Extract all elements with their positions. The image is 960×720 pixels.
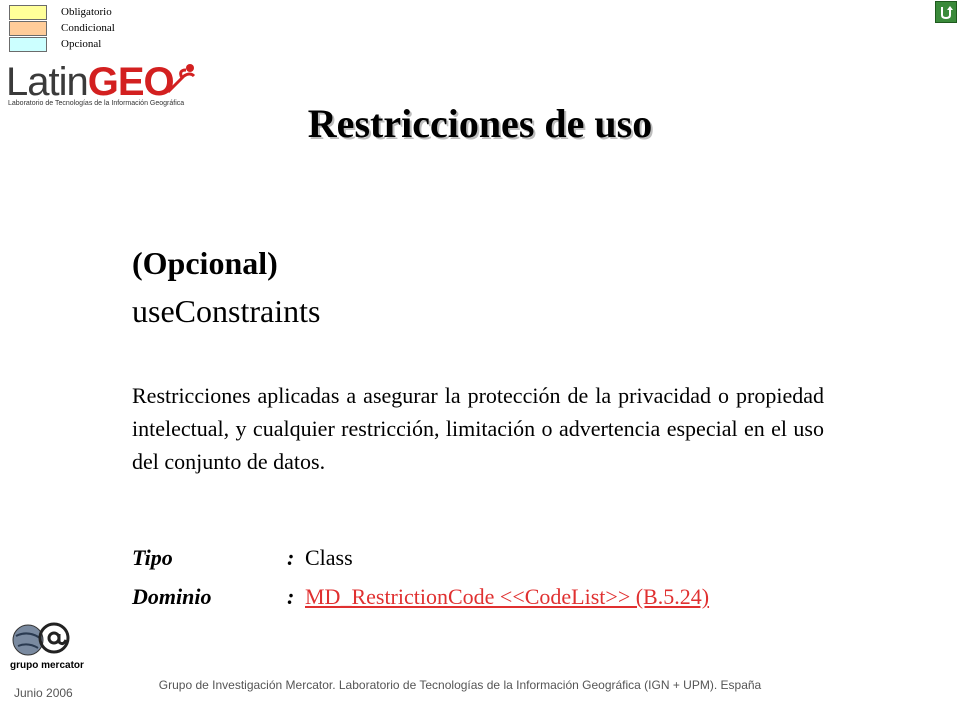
legend-item-opcional (9, 37, 129, 53)
logo-figure-icon (164, 62, 200, 96)
return-arrow-icon (936, 2, 956, 22)
legend-item-obligatorio (9, 5, 129, 21)
tipo-value: Class (305, 545, 353, 570)
tipo-separator: : (287, 545, 295, 570)
at-globe-icon (8, 620, 78, 662)
obligation-text: (Opcional) (132, 245, 278, 281)
mercator-label: grupo mercator (10, 660, 84, 671)
dominio-separator: : (287, 584, 295, 609)
footer-date: Junio 2006 (14, 686, 73, 700)
slide-title: Restricciones de uso (307, 101, 653, 146)
legend-item-condicional (9, 21, 129, 37)
legend-swatch-yellow (9, 5, 47, 20)
logo-o: O (143, 60, 174, 104)
legend-swatch-cyan (9, 37, 47, 52)
legend-label: Opcional (61, 38, 102, 50)
field-name: useConstraints (132, 293, 321, 329)
logo-subtitle: Laboratorio de Tecnologías de la Información Geográfica (8, 100, 185, 107)
tipo-label: Tipo (132, 545, 173, 570)
legend-label: Condicional (61, 22, 115, 34)
field-description: Restricciones aplicadas a asegurar la protección de la privacidad o propiedad intelectual, y cualquier restricción, limitación o advertencia especial en el uso del conjunto de datos. (132, 383, 824, 474)
dominio-link[interactable]: MD_RestrictionCode <<CodeList>> (B.5.24) (305, 584, 710, 609)
return-button[interactable] (935, 1, 957, 23)
logo-ge: GE (87, 60, 144, 104)
footer-credit: Grupo de Investigación Mercator. Laboratorio de Tecnologías de la Información Geográfica (IGN + UPM). España (158, 678, 762, 692)
grupo-mercator-logo (8, 620, 98, 680)
legend-swatch-orange (9, 21, 47, 36)
logo-latin: Latin (6, 60, 88, 104)
legend-label: Obligatorio (61, 6, 112, 18)
dominio-label: Dominio (132, 584, 212, 609)
logo-wordmark (6, 62, 174, 102)
